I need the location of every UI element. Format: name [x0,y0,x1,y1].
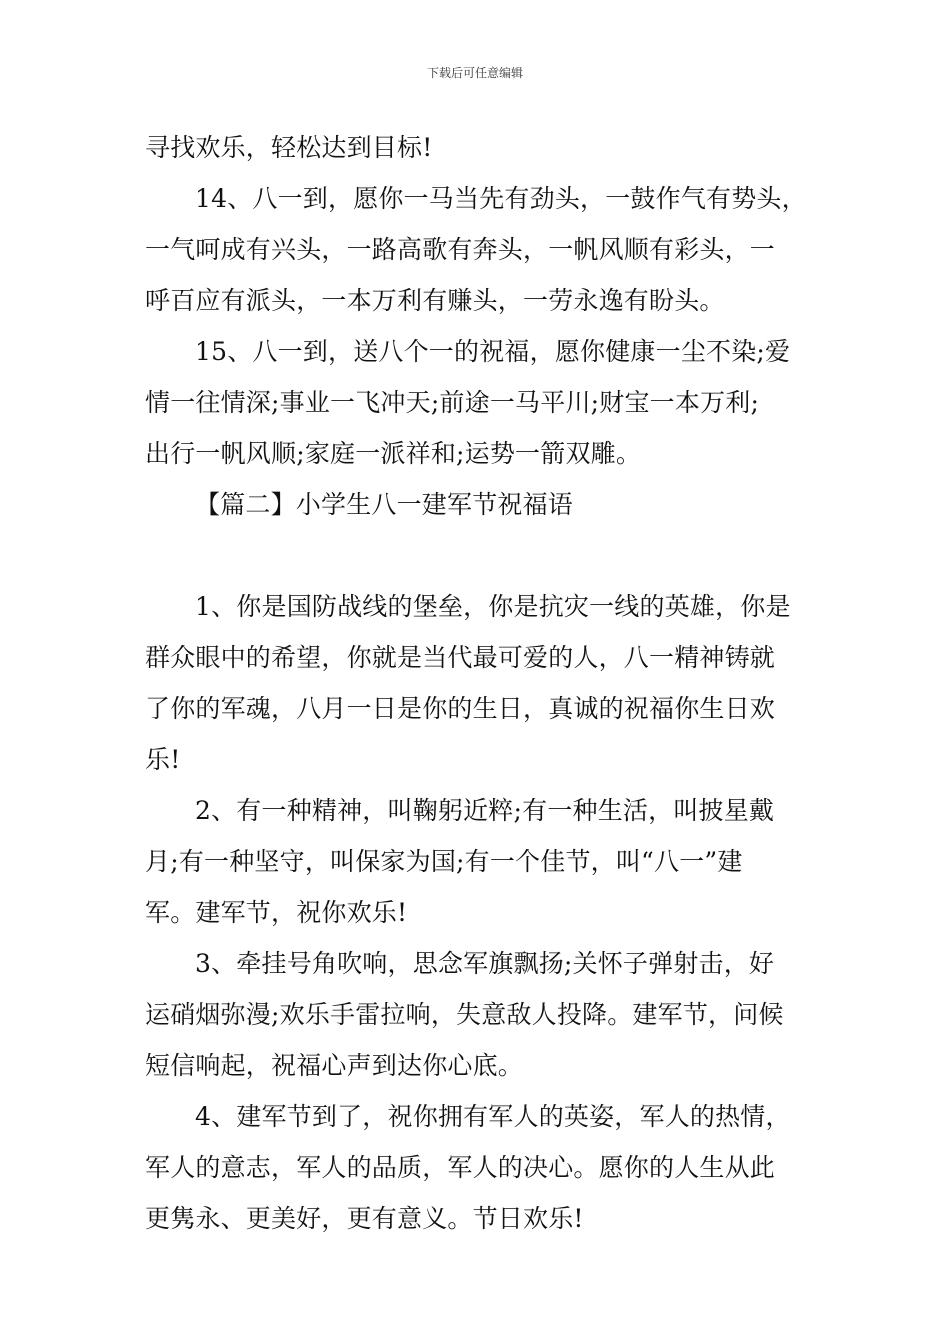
text-line: 短信响起，祝福心声到达你心底。 [145,1051,524,1080]
text-line: 1、你是国防战线的堡垒，你是抗灾一线的英雄，你是 [195,592,791,621]
document-body [145,122,835,1244]
text-line: 情一往情深;事业一飞冲天;前途一马平川;财宝一本万利; [145,388,760,417]
text-line: 月;有一种坚守，叫保家为国;有一个佳节，叫“八一”建 [145,847,743,876]
text-line: 出行一帆风顺;家庭一派祥和;运势一箭双雕。 [145,439,642,468]
text-line: 军。建军节，祝你欢乐! [145,898,408,927]
text-line: 14、八一到，愿你一马当先有劲头，一鼓作气有势头， [195,184,807,213]
text-line: 15、八一到，送八个一的祝福，愿你健康一尘不染;爱 [195,337,791,366]
text-line: 一气呵成有兴头，一路高歌有奔头，一帆风顺有彩头，一 [145,235,776,264]
text-line: 运硝烟弥漫;欢乐手雷拉响，失意敌人投降。建军节，问候 [145,1000,784,1029]
text-line: 乐! [145,745,181,774]
section-heading: 【篇二】小学生八一建军节祝福语 [195,490,574,519]
text-line: 2、有一种精神，叫鞠躬近粹;有一种生活，叫披星戴 [195,796,775,825]
text-line: 更隽永、更美好，更有意义。节日欢乐! [145,1204,584,1233]
text-line: 了你的军魂，八月一日是你的生日，真诚的祝福你生日欢 [145,694,776,723]
text-line: 寻找欢乐，轻松达到目标! [145,133,433,162]
text-line: 3、牵挂号角吹响，思念军旗飘扬;关怀子弹射击，好 [195,949,775,978]
text-line: 呼百应有派头，一本万利有赚头，一劳永逸有盼头。 [145,286,725,315]
text-line: 军人的意志，军人的品质，军人的决心。愿你的人生从此 [145,1153,776,1182]
text-line: 4、建军节到了，祝你拥有军人的英姿，军人的热情， [195,1102,791,1131]
blank-line [145,530,835,581]
page-header-note: 下载后可任意编辑 [426,66,523,80]
text-line: 群众眼中的希望，你就是当代最可爱的人，八一精神铸就 [145,643,776,672]
